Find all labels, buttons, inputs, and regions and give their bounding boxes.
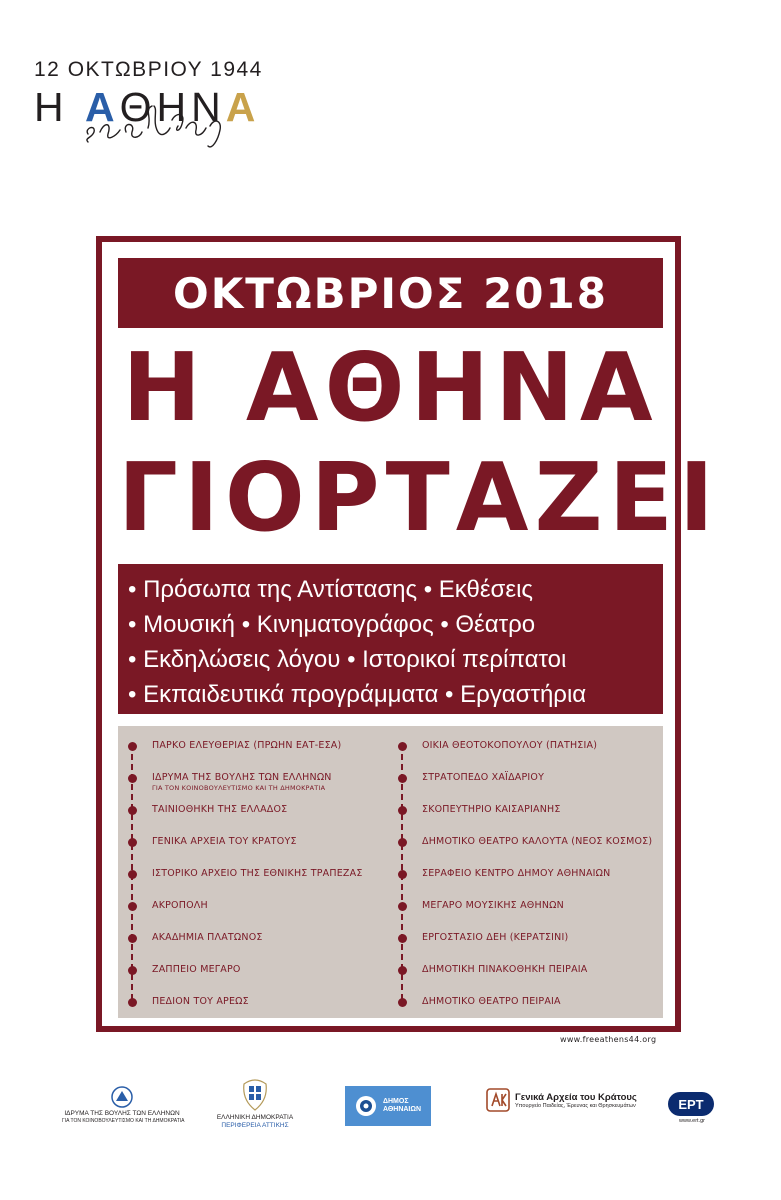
gak-caption <box>515 1092 637 1109</box>
website-url[interactable]: www.freeathens44.org <box>560 1035 657 1044</box>
bullet-dot-icon <box>128 774 137 783</box>
venue-item <box>128 832 388 864</box>
vouli-emblem-icon <box>111 1086 133 1108</box>
venue-name: ΙΣΤΟΡΙΚΟ ΑΡΧΕΙΟ ΤΗΣ ΕΘΝΙΚΗΣ ΤΡΑΠΕΖΑΣ <box>152 868 363 879</box>
venue-name: ΣΕΡΑΦΕΙΟ ΚΕΝΤΡΟ ΔΗΜΟΥ ΑΘΗΝΑΙΩΝ <box>422 868 611 879</box>
venue-name: ΣΤΡΑΤΟΠΕΔΟ ΧΑΪΔΑΡΙΟΥ <box>422 772 545 783</box>
venue-item <box>128 960 388 992</box>
events-box <box>118 564 663 714</box>
bullet-dot-icon <box>128 742 137 751</box>
dimos-athinaion-logo <box>345 1086 431 1126</box>
venue-name-group <box>152 768 332 792</box>
brand-date: 12 ΟΚΤΩΒΡΙΟΥ 1944 <box>34 58 263 81</box>
signature-handwriting <box>82 92 262 152</box>
bullet-dot-icon <box>398 934 407 943</box>
bullet-dot-icon <box>128 934 137 943</box>
venue-item <box>398 960 658 992</box>
bullet-dot-icon <box>398 838 407 847</box>
perifereia-caption-line-1: ΕΛΛΗΝΙΚΗ ΔΗΜΟΚΡΑΤΙΑ <box>216 1114 294 1121</box>
venue-item <box>128 896 388 928</box>
venue-item <box>398 800 658 832</box>
ert-url: www.ert.gr <box>679 1118 705 1124</box>
brand-title-part-4: Α <box>225 84 261 130</box>
vouli-caption-line-2: ΓΙΑ ΤΟΝ ΚΟΙΝΟΒΟΥΛΕΥΤΙΣΜΟ ΚΑΙ ΤΗ ΔΗΜΟΚΡΑΤΙΑ <box>62 1117 185 1124</box>
bullet-dot-icon <box>398 902 407 911</box>
events-line: • Πρόσωπα της Αντίστασης • Εκθέσεις <box>128 576 533 603</box>
gak-emblem-icon <box>486 1088 510 1112</box>
dimos-caption-line-1: ΔΗΜΟΣ <box>382 1097 409 1105</box>
vouli-foundation-logo <box>62 1086 185 1124</box>
venue-name: ΑΚΑΔΗΜΙΑ ΠΛΑΤΩΝΟΣ <box>152 932 263 943</box>
perifereia-attikis-logo <box>205 1078 305 1130</box>
bullet-dot-icon <box>128 902 137 911</box>
bullet-dot-icon <box>398 742 407 751</box>
headline-line-1: Η ΑΘΗΝΑ <box>122 334 659 443</box>
venue-name: ΓΕΝΙΚΑ ΑΡΧΕΙΑ ΤΟΥ ΚΡΑΤΟΥΣ <box>152 836 297 847</box>
events-line: • Εκπαιδευτικά προγράμματα • Εργαστήρια <box>128 681 587 708</box>
venue-name: ΖΑΠΠΕΙΟ ΜΕΓΑΡΟ <box>152 964 241 975</box>
venue-name: ΕΡΓΟΣΤΑΣΙΟ ΔΕΗ (ΚΕΡΑΤΣΙΝΙ) <box>422 932 569 943</box>
bullet-dot-icon <box>128 806 137 815</box>
venue-name: ΠΕΔΙΟΝ ΤΟΥ ΑΡΕΩΣ <box>152 996 249 1007</box>
venue-name: ΣΚΟΠΕΥΤΗΡΙΟ ΚΑΙΣΑΡΙΑΝΗΣ <box>422 804 561 815</box>
headline <box>118 334 720 553</box>
brand-title-part-1: Η <box>34 84 85 130</box>
perifereia-caption-line-2: ΠΕΡΙΦΕΡΕΙΑ ΑΤΤΙΚΗΣ <box>221 1121 289 1129</box>
gak-logo <box>486 1088 646 1112</box>
gak-subtitle: Υπουργείο Παιδείας, Έρευνας και Θρησκευμάτων <box>515 1102 636 1109</box>
bullet-dot-icon <box>398 774 407 783</box>
venue-item <box>398 736 658 768</box>
events-line: • Εκδηλώσεις λόγου • Ιστορικοί περίπατοι <box>128 646 567 673</box>
venues-right-column <box>398 736 658 1024</box>
dimos-emblem-icon <box>355 1095 377 1117</box>
poster-frame <box>96 236 720 1032</box>
venue-item <box>128 768 388 800</box>
venue-item <box>128 736 388 768</box>
ert-label: ΕΡΤ <box>668 1092 714 1116</box>
bullet-dot-icon <box>128 998 137 1007</box>
venue-name: ΔΗΜΟΤΙΚΟ ΘΕΑΤΡΟ ΚΑΛΟΥΤΑ (ΝΕΟΣ ΚΟΣΜΟΣ) <box>422 836 653 847</box>
venues-panel <box>118 726 663 1018</box>
ert-logo <box>668 1092 716 1125</box>
dimos-caption <box>383 1098 421 1115</box>
bullet-dot-icon <box>398 806 407 815</box>
venue-name: ΤΑΙΝΙΟΘΗΚΗ ΤΗΣ ΕΛΛΑΔΟΣ <box>152 804 288 815</box>
venue-item <box>128 800 388 832</box>
gak-title: Γενικά Αρχεία του Κράτους <box>515 1091 637 1103</box>
sponsor-logos <box>0 1078 781 1138</box>
bullet-dot-icon <box>398 998 407 1007</box>
dimos-caption-line-2: ΑΘΗΝΑΙΩΝ <box>382 1106 422 1113</box>
venue-item <box>128 864 388 896</box>
venue-subtitle: ΓΙΑ ΤΟΝ ΚΟΙΝΟΒΟΥΛΕΥΤΙΣΜΟ ΚΑΙ ΤΗ ΔΗΜΟΚΡΑΤΙΑ <box>152 784 326 792</box>
venue-item <box>398 832 658 864</box>
venue-item <box>398 896 658 928</box>
venues-left-column <box>128 736 388 1024</box>
venue-item <box>128 928 388 960</box>
bullet-dot-icon <box>128 870 137 879</box>
events-line: • Μουσική • Κινηματογράφος • Θέατρο <box>128 611 536 638</box>
bullet-dot-icon <box>398 966 407 975</box>
bullet-dot-icon <box>398 870 407 879</box>
venue-name: ΜΕΓΑΡΟ ΜΟΥΣΙΚΗΣ ΑΘΗΝΩΝ <box>422 900 564 911</box>
venue-item <box>398 864 658 896</box>
venue-name: ΑΚΡΟΠΟΛΗ <box>152 900 208 911</box>
month-banner <box>118 258 663 328</box>
venue-item <box>398 928 658 960</box>
venue-name: ΔΗΜΟΤΙΚΗ ΠΙΝΑΚΟΘΗΚΗ ΠΕΙΡΑΙΑ <box>422 964 588 975</box>
venue-name: ΠΑΡΚΟ ΕΛΕΥΘΕΡΙΑΣ (ΠΡΩΗΝ ΕΑΤ-ΕΣΑ) <box>152 740 342 751</box>
venue-item <box>128 992 388 1024</box>
venue-item <box>398 992 658 1024</box>
venue-name: ΔΗΜΟΤΙΚΟ ΘΕΑΤΡΟ ΠΕΙΡΑΙΑ <box>422 996 561 1007</box>
greek-coat-of-arms-icon <box>240 1078 270 1112</box>
vouli-caption-line-1: ΙΔΡΥΜΑ ΤΗΣ ΒΟΥΛΗΣ ΤΩΝ ΕΛΛΗΝΩΝ <box>64 1110 180 1117</box>
venue-item <box>398 768 658 800</box>
brand-title-part-3: ΘΗΝ <box>119 84 226 130</box>
headline-line-2: ΓΙΟΡΤΑΖΕΙ <box>118 444 720 553</box>
venue-name: ΙΔΡΥΜΑ ΤΗΣ ΒΟΥΛΗΣ ΤΩΝ ΕΛΛΗΝΩΝ <box>152 772 332 783</box>
bullet-dot-icon <box>128 838 137 847</box>
bullet-dot-icon <box>128 966 137 975</box>
month-title: ΟΚΤΩΒΡΙΟΣ 2018 <box>173 268 608 318</box>
venue-name: ΟΙΚΙΑ ΘΕΟΤΟΚΟΠΟΥΛΟΥ (ΠΑΤΗΣΙΑ) <box>422 740 598 751</box>
brand-title-part-2: Α <box>85 84 120 130</box>
